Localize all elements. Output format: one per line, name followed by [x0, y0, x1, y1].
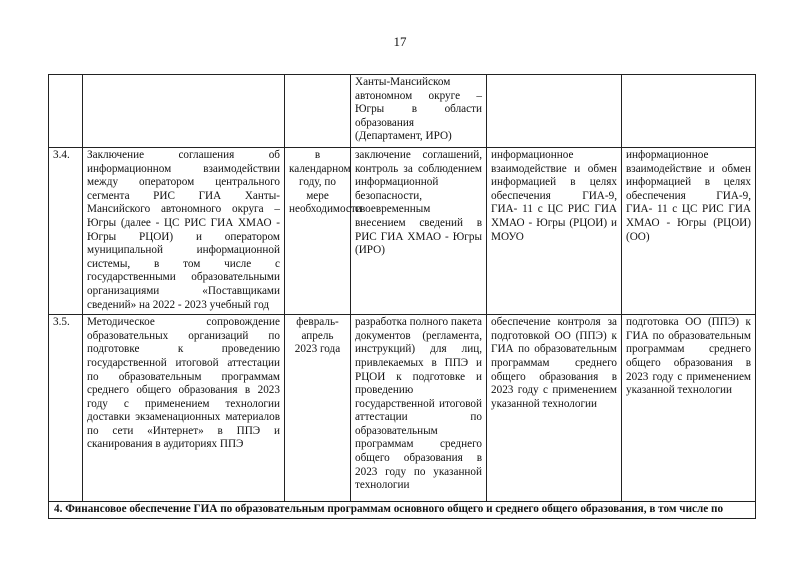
row-number: [49, 75, 83, 148]
school-result-cell: информационное взаимодействие и обмен информацией в целях обеспечения ГИА-9, ГИА- 11 с ЦС РИС ГИА ХМАО - Югры (РЦОИ) (ОО): [622, 148, 756, 315]
page-number: 17: [393, 34, 407, 49]
row-number: 3.5.: [49, 315, 83, 502]
timing-cell: февраль-апрель 2023 года: [285, 315, 351, 502]
table-row: [49, 75, 756, 148]
timing-cell: [285, 75, 351, 148]
timing-cell: в календарном году, по мере необходимости: [285, 148, 351, 315]
activity-cell: Заключение соглашения об информационном взаимодействии между оператором центрального сегмента РИС ГИА Ханты-Мансийского автономного округа – Югры (далее - ЦС РИС ГИА ХМАО - Югры РЦОИ) и оператором муниципальной информационной системы, в том числе с государственными образовательными организациями «Поставщиками сведений» на 2022 - 2023 учебный год: [83, 148, 285, 315]
activity-cell: Методическое сопровождение образовательных организаций по подготовке к проведению государственной итоговой аттестации по образовательным программам среднего общего образования в 2023 году с применением технологии доставки экзаменационных материалов по сети «Интернет» в ППЭ и сканирования в аудиториях ППЭ: [83, 315, 285, 502]
section-heading: 4. Финансовое обеспечение ГИА по образовательным программам основного общего и среднего общего образования, в том числе по: [49, 502, 756, 519]
plan-table: [48, 74, 756, 519]
regional-result-cell: заключение соглашений, контроль за соблюдением информационной безопасности, своевременным внесением сведений в РИС ГИА ХМАО - Югры (ИРО): [351, 148, 487, 315]
regional-result-cell: Ханты-Мансийском автономном округе – Югры в области образования (Департамент, ИРО): [351, 75, 487, 148]
regional-result-cell: разработка полного пакета документов (регламента, инструкций) для лиц, привлекаемых в ППЭ и РЦОИ к подготовке и проведению государственной итоговой аттестации по образовательным программам среднего общего образования в 2023 году по указанной технологии: [351, 315, 487, 502]
table-row: [49, 315, 756, 502]
municipal-result-cell: [487, 75, 622, 148]
school-result-cell: [622, 75, 756, 148]
activity-cell: [83, 75, 285, 148]
section-heading-row: [49, 502, 756, 519]
row-number: 3.4.: [49, 148, 83, 315]
school-result-cell: подготовка ОО (ППЭ) к ГИА по образовательным программам среднего общего образования в 2023 году с применением указанной технологии: [622, 315, 756, 502]
table-row: [49, 148, 756, 315]
municipal-result-cell: информационное взаимодействие и обмен информацией в целях обеспечения ГИА-9, ГИА- 11 с ЦС РИС ГИА ХМАО - Югры (РЦОИ) и МОУО: [487, 148, 622, 315]
municipal-result-cell: обеспечение контроля за подготовкой ОО (ППЭ) к ГИА по образовательным программам среднего общего образования в 2023 году с применением указанной технологии: [487, 315, 622, 502]
